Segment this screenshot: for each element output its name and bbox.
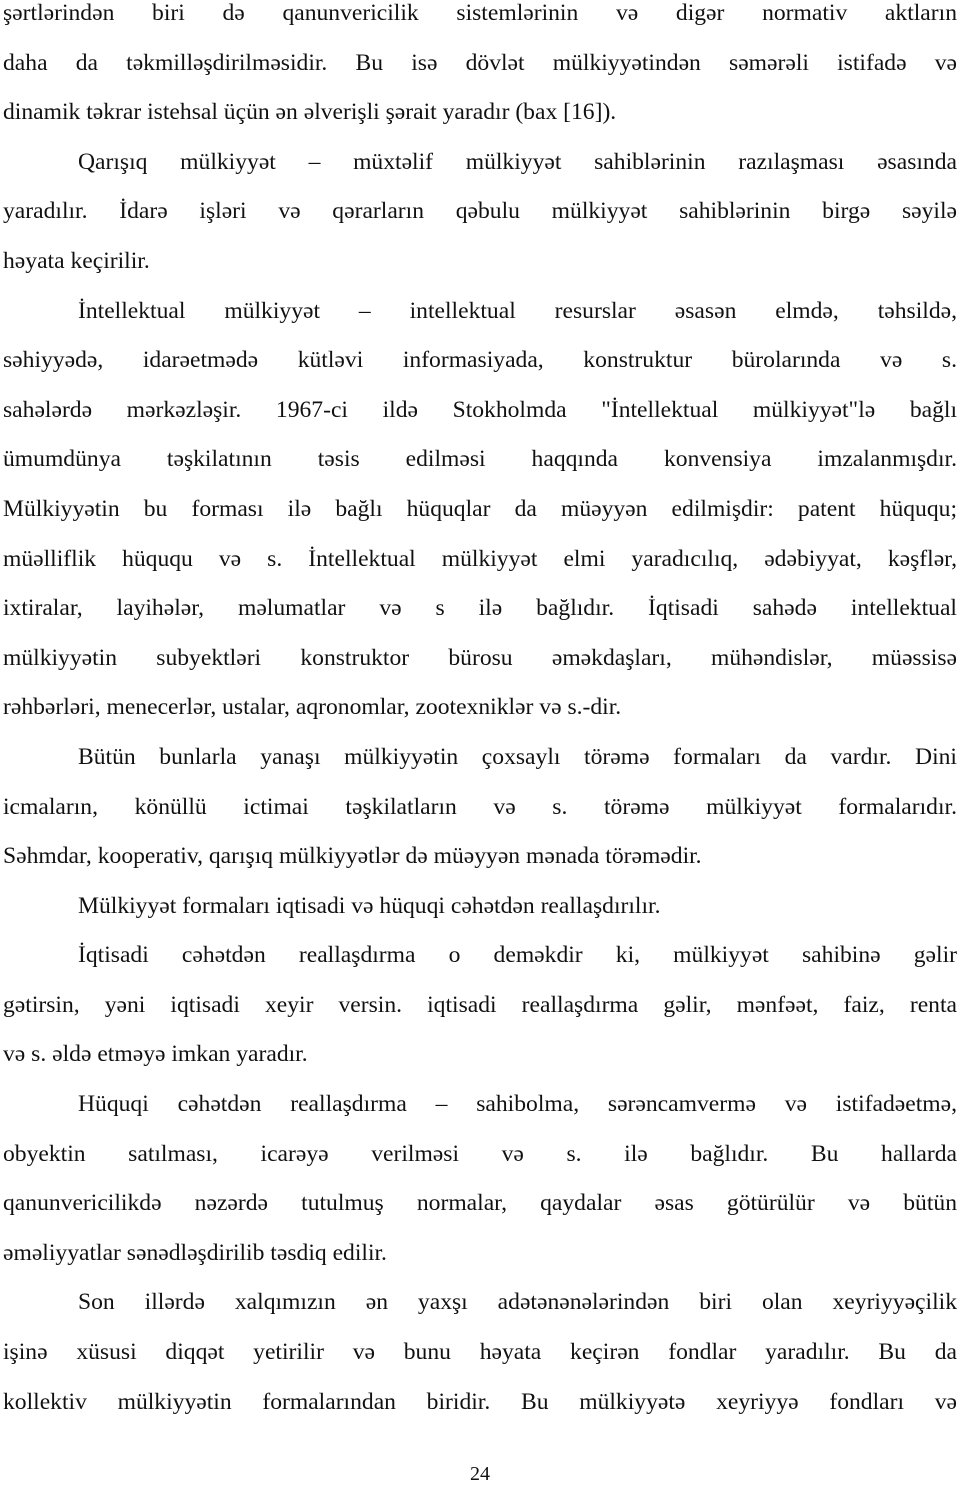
text-line: Hüquqi cəhətdən reallaşdırma – sahibolma, sərəncamvermə və istifadəetmə, (78, 1091, 957, 1118)
text-line: Mülkiyyətin bu forması ilə bağlı hüquqlar da müəyyən edilmişdir: patent hüququ; (3, 495, 957, 522)
text-line: kollektiv mülkiyyətin formalarından biridir. Bu mülkiyyətə xeyriyyə fondları və (3, 1388, 957, 1415)
text-line: dinamik təkrar istehsal üçün ən əlverişli şərait yaradır (bax [16]). (3, 99, 617, 126)
text-line: Səhmdar, kooperativ, qarışıq mülkiyyətlər də müəyyən mənada törəmədir. (3, 843, 702, 870)
text-line: İqtisadi cəhətdən reallaşdırma o deməkdir ki, mülkiyyət sahibinə gəlir (78, 942, 957, 969)
text-line: qanunvericilikdə nəzərdə tutulmuş normalar, qaydalar əsas götürülür və bütün (3, 1190, 957, 1217)
text-line: obyektin satılması, icarəyə verilməsi və s. ilə bağlıdır. Bu hallarda (3, 1140, 957, 1167)
page-number: 24 (470, 1463, 490, 1485)
text-line: işinə xüsusi diqqət yetirilir və bunu həyata keçirən fondlar yaradılır. Bu da (3, 1339, 957, 1366)
text-line: əməliyyatlar sənədləşdirilib təsdiq edilir. (3, 1239, 387, 1266)
text-line: Mülkiyyət formaları iqtisadi və hüquqi cəhətdən reallaşdırılır. (78, 892, 661, 919)
text-line: ixtiralar, layihələr, məlumatlar və s ilə bağlıdır. İqtisadi sahədə intellektual (3, 595, 957, 622)
text-line: icmaların, könüllü ictimai təşkilatların və s. törəmə mülkiyyət formalarıdır. (3, 793, 957, 820)
text-line: İntellektual mülkiyyət – intellektual resurslar əsasən elmdə, təhsildə, (78, 297, 957, 324)
text-line: mülkiyyətin subyektləri konstruktor bürosu əməkdaşları, mühəndislər, müəssisə (3, 644, 957, 671)
text-line: Bütün bunlarla yanaşı mülkiyyətin çoxsaylı törəmə formaları da vardır. Dini (78, 743, 957, 770)
text-line: səhiyyədə, idarəetmədə kütləvi informasiyada, konstruktur bürolarında və s. (3, 347, 957, 374)
text-line: sahələrdə mərkəzləşir. 1967-ci ildə Stokholmda "İntellektual mülkiyyət"lə bağlı (3, 396, 957, 423)
text-line: Son illərdə xalqımızın ən yaxşı adətənənələrindən biri olan xeyriyyəçilik (78, 1289, 957, 1316)
text-line: ümumdünya təşkilatının təsis edilməsi haqqında konvensiya imzalanmışdır. (3, 446, 957, 473)
text-line: daha da təkmilləşdirilməsidir. Bu isə dövlət mülkiyyətindən səmərəli istifadə və (3, 49, 957, 76)
text-line: və s. əldə etməyə imkan yaradır. (3, 1041, 308, 1068)
text-line: Qarışıq mülkiyyət – müxtəlif mülkiyyət sahiblərinin razılaşması əsasında (78, 148, 957, 175)
body-text (3, 0, 957, 1427)
text-line: həyata keçirilir. (3, 247, 150, 274)
text-line: yaradılır. İdarə işləri və qərarların qəbulu mülkiyyət sahiblərinin birgə səyilə (3, 198, 957, 225)
text-line: şərtlərindən biri də qanunvericilik sistemlərinin və digər normativ aktların (3, 0, 957, 26)
text-line: gətirsin, yəni iqtisadi xeyir versin. iqtisadi reallaşdırma gəlir, mənfəət, faiz, renta (3, 991, 957, 1018)
text-line: müəlliflik hüququ və s. İntellektual mülkiyyət elmi yaradıcılıq, ədəbiyyat, kəşflər, (3, 545, 957, 572)
text-line: rəhbərləri, menecerlər, ustalar, aqronomlar, zootexniklər və s.-dir. (3, 694, 622, 721)
